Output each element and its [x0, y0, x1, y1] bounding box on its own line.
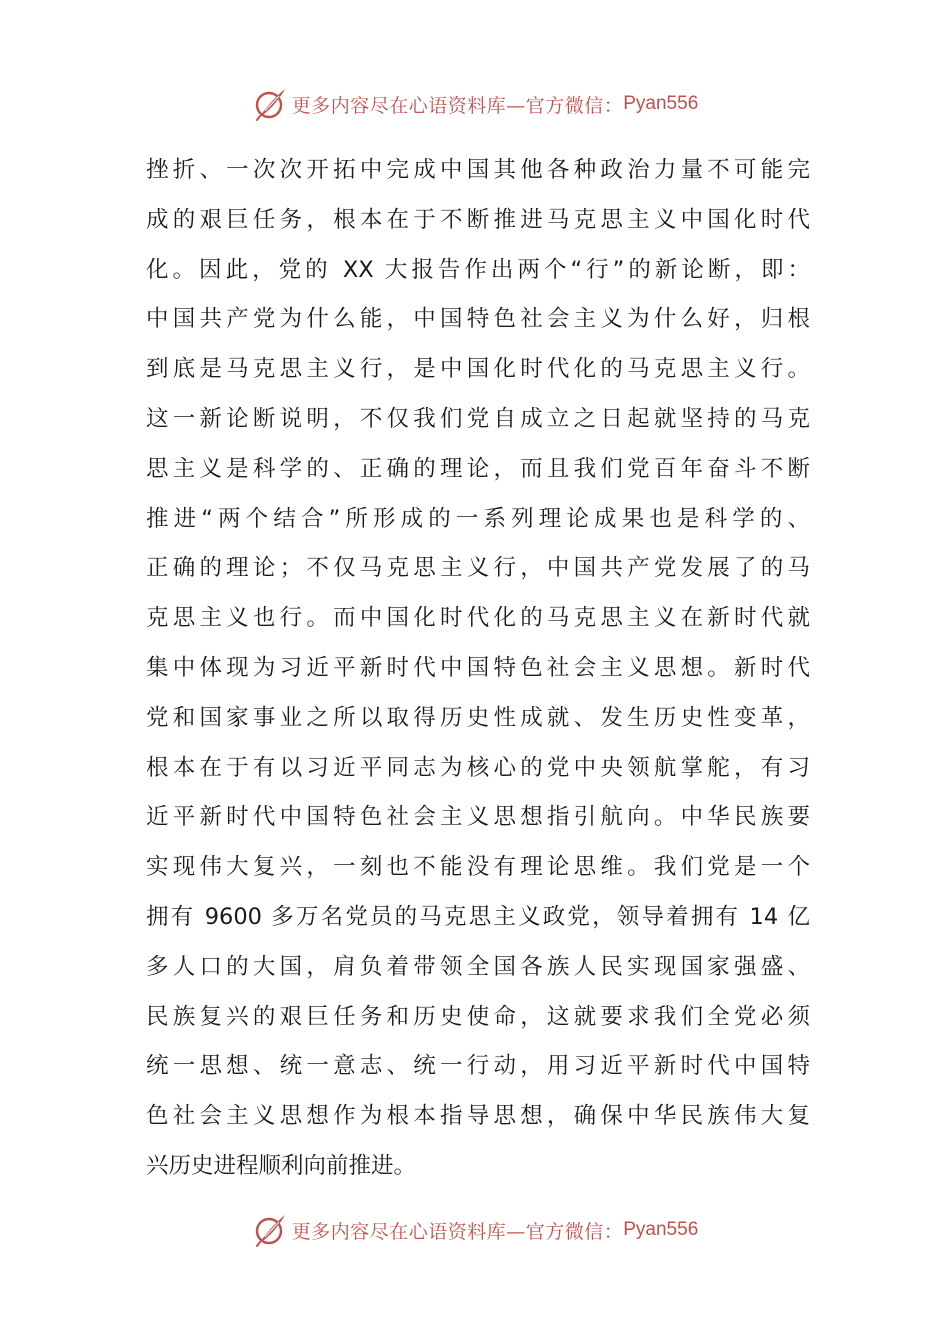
body-line: 集中体现为习近平新时代中国特色社会主义思想。新时代	[146, 654, 810, 681]
body-line: 近平新时代中国特色社会主义思想指引航向。中华民族要	[146, 804, 810, 831]
body-line: 拥有 9600 多万名党员的马克思主义政党，领导着拥有 14 亿	[146, 903, 810, 930]
body-text	[146, 146, 810, 1192]
body-line: 这一新论断说明，不仅我们党自成立之日起就坚持的马克	[146, 405, 810, 432]
body-line: 正确的理论；不仅马克思主义行，中国共产党发展了的马	[146, 555, 810, 582]
footer-banner	[0, 1210, 950, 1250]
footer-wechat-id: Pyan556	[623, 1219, 699, 1240]
body-line: 党和国家事业之所以取得历史性成就、发生历史性变革，	[146, 704, 810, 731]
body-line: 色社会主义思想作为根本指导思想，确保中华民族伟大复	[146, 1103, 810, 1130]
body-line: 统一思想、统一意志、统一行动，用习近平新时代中国特	[146, 1053, 810, 1080]
body-line: 推进“两个结合”所形成的一系列理论成果也是科学的、	[146, 505, 810, 532]
header-wechat-id: Pyan556	[623, 93, 699, 114]
quill-pen-logo-icon	[252, 86, 288, 122]
body-line: 中国共产党为什么能，中国特色社会主义为什么好，归根	[146, 306, 810, 333]
footer-site-text: 更多内容尽在心语资料库—官方微信：	[291, 1220, 624, 1243]
body-line: 多人口的大国，肩负着带领全国各族人民实现国家强盛、	[146, 953, 810, 980]
body-line: 实现伟大复兴，一刻也不能没有理论思维。我们党是一个	[146, 854, 810, 881]
quill-pen-logo-icon	[252, 1212, 288, 1248]
body-line: 兴历史进程顺利向前推进。	[146, 1152, 417, 1179]
body-line: 思主义是科学的、正确的理论，而且我们党百年奋斗不断	[146, 455, 810, 482]
body-line: 挫折、一次次开拓中完成中国其他各种政治力量不可能完	[146, 157, 810, 183]
body-line: 克思主义也行。而中国化时代化的马克思主义在新时代就	[146, 605, 810, 632]
body-line: 根本在于有以习近平同志为核心的党中央领航掌舵，有习	[146, 754, 810, 781]
body-line: 成的艰巨任务，根本在于不断推进马克思主义中国化时代	[146, 206, 810, 233]
body-line: 到底是马克思主义行，是中国化时代化的马克思主义行。	[146, 356, 810, 383]
header-banner	[0, 84, 950, 124]
body-line: 化。因此，党的 XX 大报告作出两个“行”的新论断，即：	[146, 256, 810, 283]
header-site-text: 更多内容尽在心语资料库—官方微信：	[291, 94, 624, 117]
body-line: 民族复兴的艰巨任务和历史使命，这就要求我们全党必须	[146, 1003, 810, 1030]
